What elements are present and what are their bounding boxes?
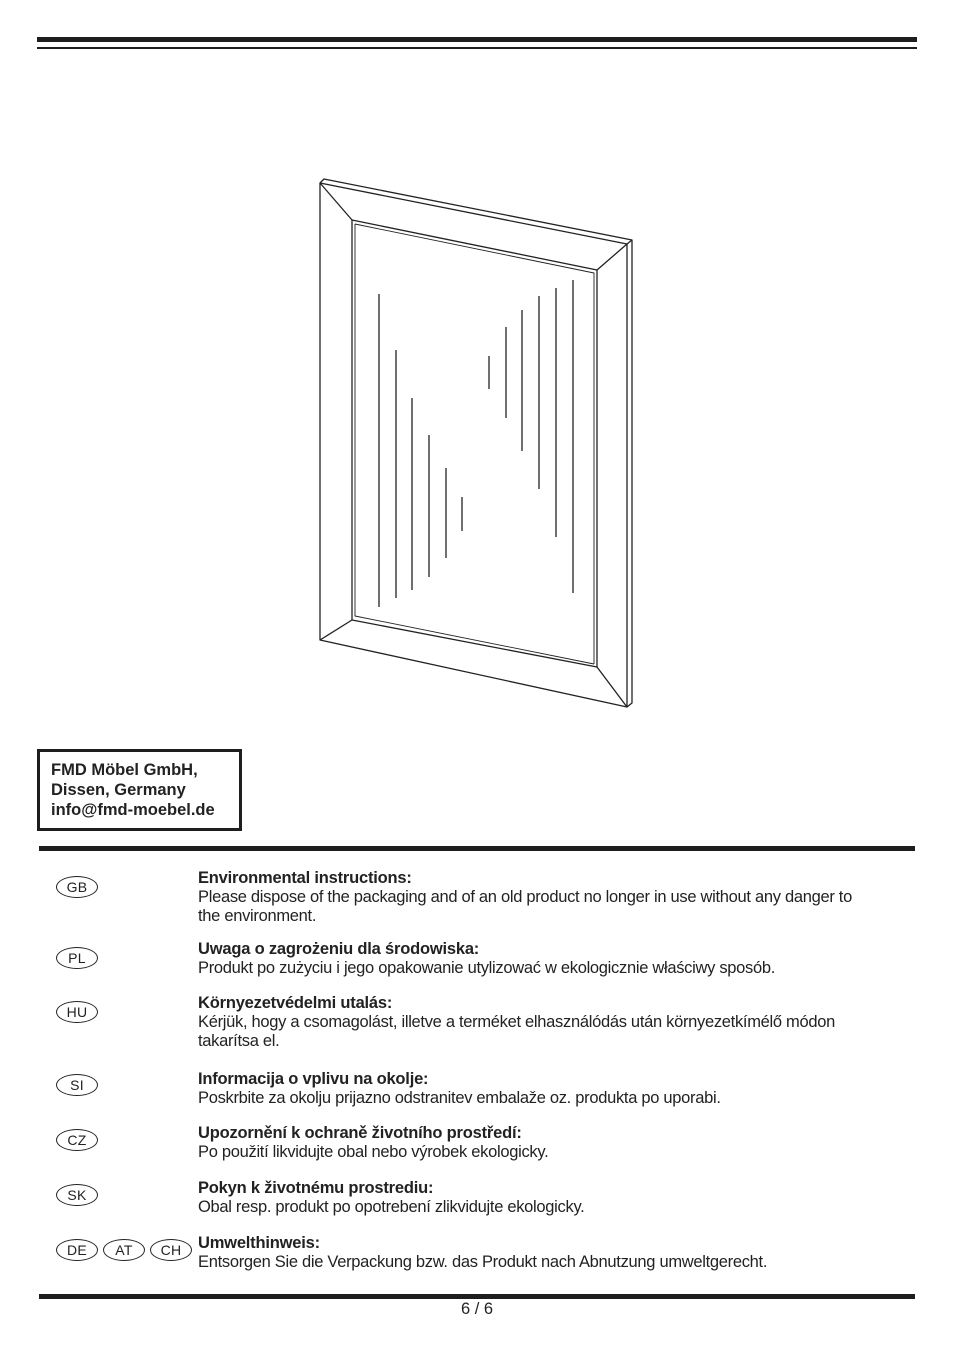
badge-group: [56, 876, 98, 898]
language-badge: DE: [56, 1239, 98, 1261]
top-rule-thin: [37, 47, 917, 49]
section-body-line: Kérjük, hogy a csomagolást, illetve a terméket elhasználódás után környezetkímélő módon: [198, 1013, 836, 1031]
section-text: [198, 868, 918, 926]
badge-group: [56, 1184, 98, 1206]
section-body-line: Please dispose of the packaging and of an old product no longer in use without any danger to: [198, 888, 852, 906]
section-body-line: Produkt po zużyciu i jego opakowanie utylizować w ekologicznie właściwy sposób.: [198, 959, 776, 977]
language-badge: HU: [56, 1001, 98, 1023]
company-location: Dissen, Germany: [51, 781, 186, 799]
company-address-box: [37, 749, 242, 831]
mirror-frame-icon: [300, 170, 650, 720]
company-email: info@fmd-moebel.de: [51, 801, 215, 819]
badge-group: [56, 1001, 98, 1023]
section-text: [198, 1069, 918, 1108]
footer-rule: [39, 1294, 915, 1299]
section-body-line: takarítsa el.: [198, 1032, 280, 1050]
page-number: 6 / 6: [460, 1300, 494, 1318]
section-body-line: Poskrbite za okolju prijazno odstranitev embalaže oz. produkta po uporabi.: [198, 1089, 721, 1107]
language-badge: SK: [56, 1184, 98, 1206]
language-badge: PL: [56, 947, 98, 969]
section-heading: Környezetvédelmi utalás:: [198, 994, 393, 1012]
language-badge: AT: [103, 1239, 145, 1261]
language-badge: CZ: [56, 1129, 98, 1151]
section-text: [198, 1123, 918, 1162]
section-heading: Umwelthinweis:: [198, 1234, 320, 1252]
section-body-line: Po použití likvidujte obal nebo výrobek ekologicky.: [198, 1143, 549, 1161]
company-name: FMD Möbel GmbH,: [51, 761, 198, 779]
badge-group: [56, 1239, 192, 1261]
language-badge: SI: [56, 1074, 98, 1096]
section-heading: Pokyn k životnému prostrediu:: [198, 1179, 434, 1197]
section-text: [198, 1233, 918, 1272]
badge-group: [56, 947, 98, 969]
section-text: [198, 939, 918, 978]
section-heading: Upozornění k ochraně životního prostředí:: [198, 1124, 522, 1142]
section-body-line: Entsorgen Sie die Verpackung bzw. das Produkt nach Abnutzung umweltgerecht.: [198, 1253, 768, 1271]
section-heading: Uwaga o zagrożeniu dla środowiska:: [198, 940, 480, 958]
badge-group: [56, 1074, 98, 1096]
section-text: [198, 993, 918, 1051]
section-heading: Informacija o vplivu na okolje:: [198, 1070, 429, 1088]
section-divider: [39, 846, 915, 851]
top-rule: [37, 37, 917, 42]
section-body-line: Obal resp. produkt po opotrebení zlikvidujte ekologicky.: [198, 1198, 585, 1216]
section-heading: Environmental instructions:: [198, 869, 412, 887]
section-body-line: the environment.: [198, 907, 317, 925]
badge-group: [56, 1129, 98, 1151]
language-badge: GB: [56, 876, 98, 898]
section-text: [198, 1178, 918, 1217]
language-badge: CH: [150, 1239, 192, 1261]
